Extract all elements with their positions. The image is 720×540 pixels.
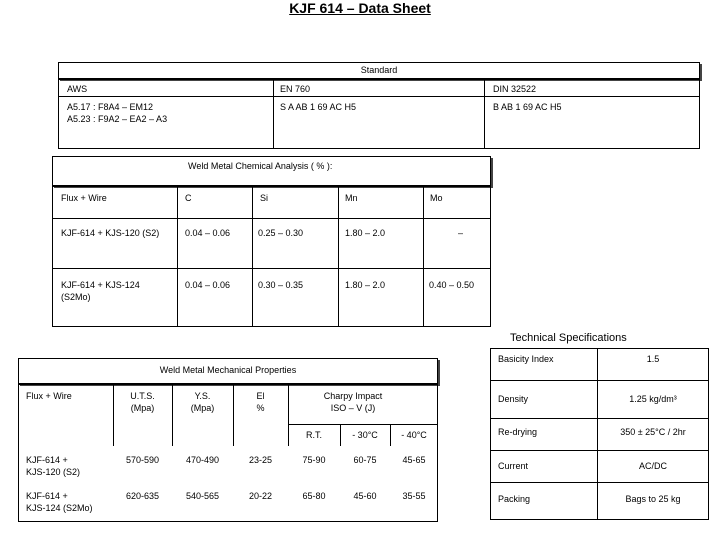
mech-col-charpy-line2: ISO – V (J): [330, 403, 376, 413]
mech-row-2-name-line2: KJS-124 (S2Mo): [26, 503, 93, 513]
chem-row-1-si: 0.25 – 0.30: [258, 228, 304, 238]
mech-col-m40: - 40°C: [401, 430, 427, 440]
mech-col-el-line2: %: [256, 403, 265, 413]
chem-row-2-mo: 0.40 – 0.50: [429, 280, 475, 290]
mech-row-1-name-line2: KJS-120 (S2): [26, 467, 81, 477]
mech-col-m30: - 30°C: [352, 430, 378, 440]
mech-row-2-uts: 620-635: [125, 491, 160, 501]
mech-row-1-ys: 470-490: [185, 455, 220, 465]
tech-value-current: AC/DC: [638, 461, 667, 471]
tech-label-current: Current: [498, 461, 529, 471]
standard-col-en: EN 760: [280, 84, 311, 94]
din-value: B AB 1 69 AC H5: [493, 102, 562, 112]
technical-title: Technical Specifications: [510, 332, 627, 344]
tech-value-redrying: 350 ± 25°C / 2hr: [620, 427, 686, 437]
chem-row-1-mo: –: [458, 228, 464, 238]
mech-col-uts-line2: (Mpa): [130, 403, 155, 413]
mech-row-1-rt: 75-90: [302, 455, 326, 465]
tech-label-basicity: Basicity Index: [498, 354, 554, 364]
mech-col-ys-line2: (Mpa): [190, 403, 215, 413]
tech-label-packing: Packing: [498, 494, 531, 504]
tech-value-packing: Bags to 25 kg: [625, 494, 681, 504]
standard-header: Standard: [360, 65, 398, 75]
mech-col-el-line1: El: [256, 391, 265, 401]
chemical-header: Weld Metal Chemical Analysis ( % ):: [188, 161, 333, 171]
aws-value-1: A5.17 : F8A4 – EM12: [67, 102, 154, 112]
mechanical-header: Weld Metal Mechanical Properties: [159, 365, 297, 375]
mech-row-2-ys: 540-565: [185, 491, 220, 501]
chem-row-2-c: 0.04 – 0.06: [185, 280, 231, 290]
mech-col-uts-line1: U.T.S.: [130, 391, 155, 401]
chem-col-si: Si: [260, 193, 269, 203]
tech-label-density: Density: [498, 394, 529, 404]
tech-value-density: 1.25 kg/dm³: [629, 394, 677, 404]
mech-row-2-rt: 65-80: [302, 491, 326, 501]
page-title: KJF 614 – Data Sheet: [289, 0, 431, 16]
mech-row-2-m40: 35-55: [402, 491, 426, 501]
chem-col-mn: Mn: [345, 193, 358, 203]
chemical-body: [52, 186, 491, 327]
mech-row-2-el: 20-22: [248, 491, 273, 501]
chem-row-1-mn: 1.80 – 2.0: [345, 228, 386, 238]
mech-row-1-name-line1: KJF-614 +: [26, 455, 68, 465]
mech-row-2-name-line1: KJF-614 +: [26, 491, 68, 501]
chem-row-2-name-line1: KJF-614 + KJS-124: [61, 280, 140, 290]
chem-col-flux: Flux + Wire: [61, 193, 107, 203]
mech-row-1-uts: 570-590: [125, 455, 160, 465]
chem-row-1-name: KJF-614 + KJS-120 (S2): [61, 228, 160, 238]
mech-col-rt: R.T.: [305, 430, 322, 440]
chem-row-2-name-line2: (S2Mo): [61, 292, 91, 302]
tech-value-basicity: 1.5: [646, 354, 660, 364]
mech-row-1-m30: 60-75: [353, 455, 377, 465]
mech-row-1-m40: 45-65: [402, 455, 426, 465]
aws-value-2: A5.23 : F9A2 – EA2 – A3: [67, 114, 168, 124]
chem-row-2-mn: 1.80 – 2.0: [345, 280, 386, 290]
chem-col-mo: Mo: [430, 193, 443, 203]
mech-row-1-el: 23-25: [248, 455, 273, 465]
standard-col-aws: AWS: [67, 84, 88, 94]
mech-row-2-m30: 45-60: [353, 491, 377, 501]
chem-col-c: C: [185, 193, 192, 203]
en-value: S A AB 1 69 AC H5: [280, 102, 357, 112]
chem-row-1-c: 0.04 – 0.06: [185, 228, 231, 238]
mech-col-flux: Flux + Wire: [26, 391, 72, 401]
mech-col-charpy-line1: Charpy Impact: [323, 391, 383, 401]
mech-col-ys-line1: Y.S.: [194, 391, 211, 401]
chem-row-2-si: 0.30 – 0.35: [258, 280, 304, 290]
tech-label-redrying: Re-drying: [498, 427, 538, 437]
standard-col-din: DIN 32522: [493, 84, 537, 94]
